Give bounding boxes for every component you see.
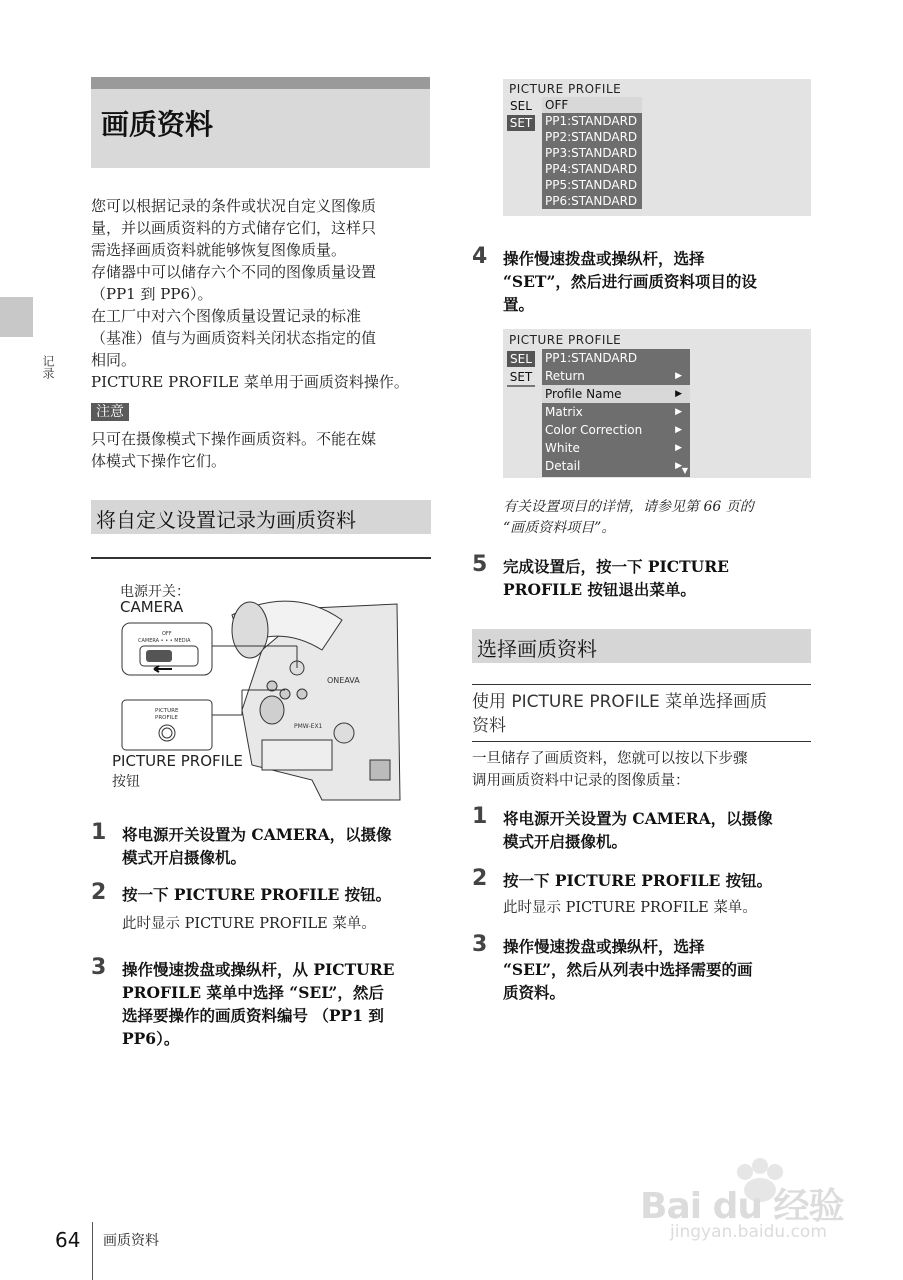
subsection-title xyxy=(472,690,767,738)
intro-line: 需选择画质资料就能够恢复图像质量。 xyxy=(91,241,347,259)
step-text xyxy=(503,555,729,601)
intro-line: PICTURE PROFILE 菜单用于画质资料操作。 xyxy=(91,373,409,391)
brand-text: ONEAVA xyxy=(327,676,360,685)
subsection-rule-bottom xyxy=(472,741,811,742)
step xyxy=(472,804,817,866)
switch-off-label: OFF xyxy=(162,631,172,637)
model-text: PMW-EX1 xyxy=(294,723,323,730)
watermark-brand: Bai du 经验 xyxy=(640,1186,844,1227)
menu-title: PICTURE PROFILE xyxy=(509,333,622,347)
step-line: 模式开启摄像机。 xyxy=(503,832,628,851)
menu-item-label: Return xyxy=(545,369,585,383)
step-number: 3 xyxy=(472,932,488,957)
step-line: 按一下 PICTURE PROFILE 按钮。 xyxy=(503,871,773,890)
section-title: 选择画质资料 xyxy=(477,637,597,661)
menu-item[interactable]: PP1:STANDARD xyxy=(545,351,638,365)
step xyxy=(472,932,817,1012)
step-line: PROFILE 按钮退出菜单。 xyxy=(503,580,696,599)
menu-item-matrix[interactable] xyxy=(542,403,690,421)
section-rule xyxy=(91,557,431,559)
set-tag: SET xyxy=(507,369,535,387)
step-line: “SET”，然后进行画质资料项目的设 xyxy=(503,272,757,291)
footer-divider xyxy=(92,1222,93,1280)
step-line: 选择要操作的画质资料编号 （PP1 到 xyxy=(122,1006,384,1025)
label-camera: CAMERA xyxy=(120,598,184,616)
section2-intro xyxy=(472,748,817,792)
menu-item-label: Color Correction xyxy=(545,423,643,437)
pp-button-label-2: PROFILE xyxy=(155,715,178,721)
intro-line: 在工厂中对六个图像质量设置记录的标准 xyxy=(91,307,362,325)
intro-line: 调用画质资料中记录的图像质量： xyxy=(472,773,690,789)
note-line: 只可在摄像模式下操作画质资料。不能在媒 xyxy=(91,430,377,448)
step xyxy=(472,244,817,319)
intro-line: 一旦储存了画质资料，您就可以按以下步骤 xyxy=(472,751,748,767)
pp-button-label-1: PICTURE xyxy=(155,708,179,714)
reference-line: “画质资料项目”。 xyxy=(503,520,616,536)
step xyxy=(472,866,817,932)
menu-item-label: White xyxy=(545,441,580,455)
note-badge-wrap xyxy=(91,401,129,421)
label-pp: PICTURE PROFILE xyxy=(112,752,243,770)
chevron-right-icon: ▶ xyxy=(675,443,682,453)
chevron-right-icon: ▶ xyxy=(675,461,682,471)
intro-line: 您可以根据记录的条件或状况自定义图像质 xyxy=(91,197,377,215)
section-title: 将自定义设置记录为画质资料 xyxy=(96,508,356,532)
step-text xyxy=(503,247,757,316)
section-header-select xyxy=(472,629,811,663)
note-text xyxy=(91,428,431,472)
intro-line: 相同。 xyxy=(91,351,137,369)
menu-item-color-correction[interactable] xyxy=(542,421,690,439)
intro-line: （PP1 到 PP6）。 xyxy=(91,285,213,303)
step-number: 4 xyxy=(472,244,488,269)
step-line: PROFILE 菜单中选择 “SEL”，然后 xyxy=(122,983,384,1002)
subsection-rule-top xyxy=(472,684,811,685)
page-title: 画质资料 xyxy=(101,108,214,141)
menu-item[interactable]: OFF xyxy=(542,97,642,113)
menu-item[interactable]: PP3:STANDARD xyxy=(545,146,638,160)
step-text xyxy=(122,958,394,1050)
intro-line: 存储器中可以储存六个不同的图像质量设置 xyxy=(91,263,377,281)
reference-line: 有关设置项目的详情，请参见第 66 页的 xyxy=(503,499,754,515)
step-number: 2 xyxy=(472,866,488,891)
menu-item-detail[interactable] xyxy=(542,457,690,475)
footer-label: 画质资料 xyxy=(103,1233,159,1249)
step-number: 3 xyxy=(91,955,107,980)
step-text xyxy=(503,935,753,1004)
subsection-line: 资料 xyxy=(472,716,506,736)
sel-tag: SEL xyxy=(507,351,535,367)
step-line: 按一下 PICTURE PROFILE 按钮。 xyxy=(122,885,392,904)
camera-illustration xyxy=(112,590,402,805)
step xyxy=(91,820,436,880)
sel-tag: SEL xyxy=(510,99,532,113)
switch-mode-label: CAMERA • • • MEDIA xyxy=(138,638,191,644)
menu-item-label: Detail xyxy=(545,459,581,473)
step-sub: 此时显示 PICTURE PROFILE 菜单。 xyxy=(122,916,376,932)
side-tab xyxy=(0,297,33,337)
step-line: 操作慢速拨盘或操纵杆，选择 xyxy=(503,249,705,268)
step-number: 5 xyxy=(472,552,488,577)
note-line: 体模式下操作它们。 xyxy=(91,452,227,470)
step-number: 1 xyxy=(91,820,107,845)
steps-right xyxy=(472,804,817,1012)
step-line: “SEL”，然后从列表中选择需要的画 xyxy=(503,960,753,979)
menu-item-profile-name[interactable] xyxy=(542,385,690,403)
step-line: 操作慢速拨盘或操纵杆，选择 xyxy=(503,937,705,956)
step xyxy=(472,552,817,607)
set-tag: SET xyxy=(507,115,535,131)
menu-item[interactable]: PP4:STANDARD xyxy=(545,162,638,176)
chevron-right-icon: ▶ xyxy=(675,425,682,435)
menu-item[interactable]: PP5:STANDARD xyxy=(545,178,638,192)
step xyxy=(91,955,436,1055)
step-line: 将电源开关设置为 CAMERA，以摄像 xyxy=(122,825,392,844)
menu-item[interactable]: PP2:STANDARD xyxy=(545,130,638,144)
menu-item-white[interactable] xyxy=(542,439,690,457)
step-line: PP6）。 xyxy=(122,1029,180,1048)
menu-list xyxy=(542,349,690,477)
menu-item[interactable]: PP1:STANDARD xyxy=(545,114,638,128)
intro-line: 量，并以画质资料的方式储存它们，这样只 xyxy=(91,219,377,237)
step-text xyxy=(503,807,773,853)
menu-list xyxy=(542,97,642,209)
scroll-down-icon[interactable]: ▼ xyxy=(681,466,688,475)
chevron-right-icon: ▶ xyxy=(675,389,682,399)
step xyxy=(91,880,436,955)
menu-item-label: Profile Name xyxy=(545,387,622,401)
step-line: 操作慢速拨盘或操纵杆，从 PICTURE xyxy=(122,960,395,979)
step-number: 1 xyxy=(472,804,488,829)
step-line: 置。 xyxy=(503,295,535,314)
subsection-line: 使用 PICTURE PROFILE 菜单选择画质 xyxy=(472,692,768,712)
step-line: 质资料。 xyxy=(503,983,566,1002)
menu-item-label: Matrix xyxy=(545,405,583,419)
watermark-url: jingyan.baidu.com xyxy=(670,1222,827,1242)
step-sub: 此时显示 PICTURE PROFILE 菜单。 xyxy=(503,900,757,916)
intro-line: （基准）值与为画质资料关闭状态指定的值 xyxy=(91,329,377,347)
note-badge: 注意 xyxy=(91,403,129,421)
menu-screen-1 xyxy=(503,79,811,216)
reference-note xyxy=(503,497,754,539)
intro-paragraph xyxy=(91,195,431,393)
chevron-right-icon: ▶ xyxy=(675,407,682,417)
step-line: 将电源开关设置为 CAMERA，以摄像 xyxy=(503,809,773,828)
step-line: 模式开启摄像机。 xyxy=(122,848,247,867)
side-tab-label: 记录 xyxy=(41,355,55,379)
label-button: 按钮 xyxy=(112,774,140,790)
step-line: 完成设置后，按一下 PICTURE xyxy=(503,557,729,576)
step-number: 2 xyxy=(91,880,107,905)
steps-left xyxy=(91,820,436,1055)
step-text xyxy=(122,823,392,869)
section-header-record xyxy=(91,500,431,534)
menu-item-return[interactable] xyxy=(542,367,690,385)
menu-item[interactable]: PP6:STANDARD xyxy=(545,194,638,208)
page-number: 64 xyxy=(55,1228,81,1252)
menu-title: PICTURE PROFILE xyxy=(509,82,622,96)
page-title-block xyxy=(91,77,430,168)
menu-screen-2 xyxy=(503,329,811,478)
baidu-watermark xyxy=(640,1150,860,1245)
chevron-right-icon: ▶ xyxy=(675,371,682,381)
label-power-switch: 电源开关： xyxy=(120,584,190,600)
